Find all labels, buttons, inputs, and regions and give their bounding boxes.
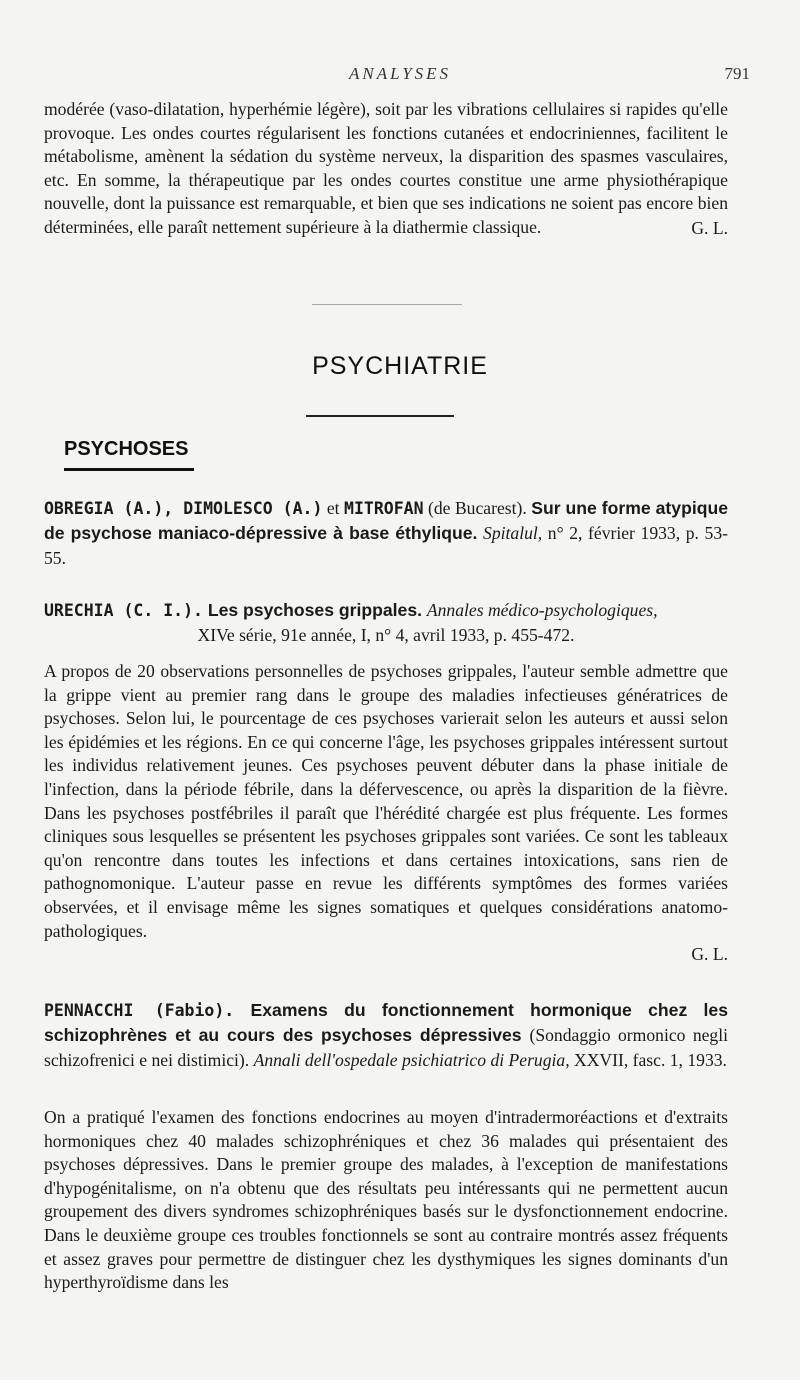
entry-original-title: (Sondaggio ormonico negli schizofrenici e nei distimici). — [44, 1025, 729, 1070]
entry-citation: n° 2, février 1933, p. 53-55. — [44, 523, 728, 568]
entry-journal: Annali dell'ospedale psichiatrico di Perugia, — [253, 1050, 570, 1070]
reference-urechia — [44, 598, 728, 648]
subsection-underline — [64, 468, 194, 471]
intro-paragraph-block — [44, 98, 728, 240]
running-title: ANALYSES — [348, 64, 452, 83]
entry-citation: XXVII, fasc. 1, 1933. — [569, 1050, 727, 1070]
entry-title: Examens du fonctionnement hormonique chez les schizophrènes et au cours des psychoses dépressives — [44, 1000, 729, 1045]
entry-title: Les psychoses grippales. — [202, 600, 427, 620]
divider — [312, 304, 462, 305]
entry-title: Sur une forme atypique de psychose maniaco-dépressive à base éthylique. — [44, 498, 728, 543]
entry-location: (de Bucarest). — [423, 498, 532, 518]
intro-paragraph: modérée (vaso-dilatation, hyperhémie légère), soit par les vibrations cellulaires si rapides qu'elle provoque. Les ondes courtes régularisent les fonctions cutanées et endocriniennes, facilitent le métabolisme, amènent la sédation du système nerveux, la disparition des spasmes vasculaires, etc. En somme, la thérapeutique par les ondes courtes constitue une arme physiothérapique nouvelle, dont la puissance est remarquable, et bien que ses indications ne soient pas encore bien déterminées, elle paraît nettement supérieure à la diathermie classique. — [44, 99, 728, 237]
entry-authors: URECHIA (C. I.). — [44, 601, 203, 620]
section-title-rule — [306, 415, 454, 417]
entry-authors: OBREGIA (A.), DIMOLESCO (A.) — [44, 499, 323, 518]
reference-obregia — [44, 496, 728, 571]
abstract-initials: G. L. — [691, 944, 728, 965]
entry-authors: PENNACCHI (Fabio). — [44, 1001, 235, 1020]
reference-pennacchi — [44, 998, 728, 1073]
abstract-body: On a pratiqué l'examen des fonctions endocrines au moyen d'intradermoréactions et d'extraits hormoniques chez 40 malades schizophréniques et chez 36 malades qui présentaient des psychoses dépressives. Dans le premier groupe des malades, à l'exception de manifestations d'hypogénitalisme, on n'a obtenu que des résultats peu intéressants qui ne permettent aucun groupement des divers syndromes schizophréniques basés sur le dysfonctionnement endocrine. Dans le deuxième groupe ces troubles fonctionnels se sont au contraire montrés assez fréquents et assez graves pour permettre de distinguer chez les dysthymiques les signes dominants d'un hyperthyroïdisme dans les — [44, 1107, 728, 1293]
page-number: 791 — [724, 64, 750, 83]
entry-connector: et — [322, 498, 345, 518]
entry-authors-2: MITROFAN — [344, 499, 424, 518]
entry-citation: XIVe série, 91e année, I, n° 4, avril 1933, p. 455-472. — [197, 625, 575, 645]
abstract-pennacchi — [44, 1106, 728, 1295]
intro-initials: G. L. — [691, 217, 728, 238]
abstract-urechia — [44, 660, 728, 967]
entry-journal: Annales médico-psychologiques, — [426, 600, 658, 620]
entry-journal: Spitalul, — [483, 523, 543, 543]
section-title: PSYCHIATRIE — [312, 352, 488, 380]
subsection-title: PSYCHOSES — [64, 438, 189, 460]
abstract-body: A propos de 20 observations personnelles de psychoses grippales, l'auteur semble admettre que la grippe vient au premier rang dans le groupe des maladies infectieuses génératrices de psychoses. Selon lui, le pourcentage de ces psychoses varierait selon les auteurs et aussi selon les épidémies et les régions. En ce qui concerne l'âge, les psychoses grippales intéressent surtout les individus relativement jeunes. Ces psychoses peuvent débuter dans la phase initiale de l'infection, dans la période fébrile, dans la défervescence, ou après la disparition de la fièvre. Dans les psychoses postfébriles il paraît que l'hérédité chargée est plus fréquente. Les formes cliniques sous lesquelles se présentent les psychoses grippales sont variées. Ce sont les tableaux qu'on rencontre dans toutes les infections et dans certaines intoxications, sans rien de pathognomonique. L'auteur passe en revue les différents symptômes des formes variées observées, et il envisage même les signes somatiques et quelques considérations anatomo-pathologiques. — [44, 661, 728, 941]
running-head — [0, 64, 800, 88]
